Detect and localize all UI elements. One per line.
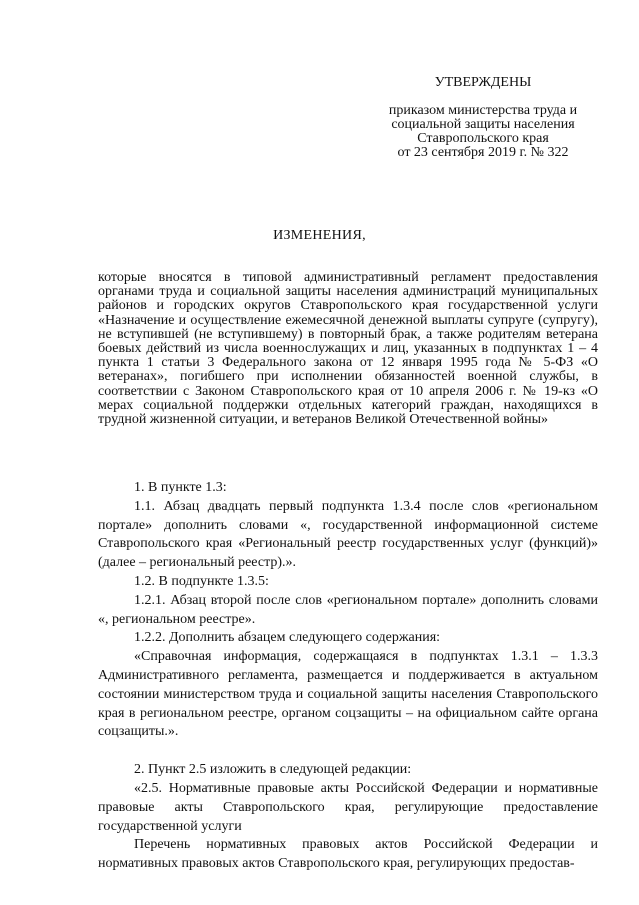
- paragraph: 2. Пункт 2.5 изложить в следующей редакции:: [134, 762, 412, 778]
- paragraph: 1.2. В подпункте 1.3.5:: [134, 573, 269, 589]
- document-body: [98, 479, 598, 874]
- paragraph: Перечень нормативных правовых актов Российской Федерации и нормативных правовых актов Ставропольского края, регулирующих предостав-: [98, 837, 598, 872]
- approval-line: социальной защиты населения: [391, 117, 575, 132]
- approval-line: приказом министерства труда и: [388, 103, 578, 118]
- approval-block: [373, 76, 593, 160]
- paragraph: «2.5. Нормативные правовые акты Российской Федерации и нормативные правовые акты Ставропольского края, регулирующие предоставление государственной услуги: [98, 780, 598, 834]
- paragraph: 1.2.1. Абзац второй после слов «региональном портале» дополнить словами «, региональном реестре».: [98, 592, 598, 627]
- paragraph: 1. В пункте 1.3:: [134, 480, 227, 495]
- paragraph: 1.2.2. Дополнить абзацем следующего содержания:: [134, 630, 441, 646]
- approval-title: УТВЕРЖДЕНЫ: [434, 75, 532, 90]
- approval-line: Ставропольского края: [417, 131, 549, 146]
- paragraph: «Справочная информация, содержащаяся в подпунктах 1.3.1 – 1.3.3 Административного регламента, размещается и поддерживается в актуальном состоянии министерством труда и социальной защиты населения Ставропольского края в региональном реестре, органом соцзащиты – на официальном сайте органа соцзащиты.».: [98, 649, 598, 740]
- paragraph: 1.1. Абзац двадцать первый подпункта 1.3.4 после слов «региональном портале» дополнить словами «, государственной информационной системе Ставропольского края «Региональный реестр государственных услуг (функций)» (далее – региональный реестр).».: [98, 498, 598, 571]
- document-title: ИЗМЕНЕНИЯ,: [273, 228, 366, 243]
- document-subtitle: которые вносятся в типовой административный регламент предоставления органами труда и социальной защиты населения администраций муниципальных районов и городских округов Ставропольского края государственной услуги «Назначение и осуществление ежемесячной денежной выплаты супруге (супругу), не вступившей (не вступившему) в повторный брак, а также родителям ветерана боевых действий из числа военнослужащих и лиц, указанных в подпунктах 1 – 4 пункта 1 статьи 3 Федерального закона от 12 января 1995 года № 5-ФЗ «О ветеранах», погибшего при исполнении обязанностей военной службы, в соответствии с Законом Ставропольского края от 10 апреля 2006 г. № 19-кз «О мерах социальной поддержки отдельных категорий граждан, находящихся в трудной жизненной ситуации, и ветеранов Великой Отечественной войны»: [98, 270, 598, 428]
- approval-date: от 23 сентября 2019 г. № 322: [397, 145, 569, 160]
